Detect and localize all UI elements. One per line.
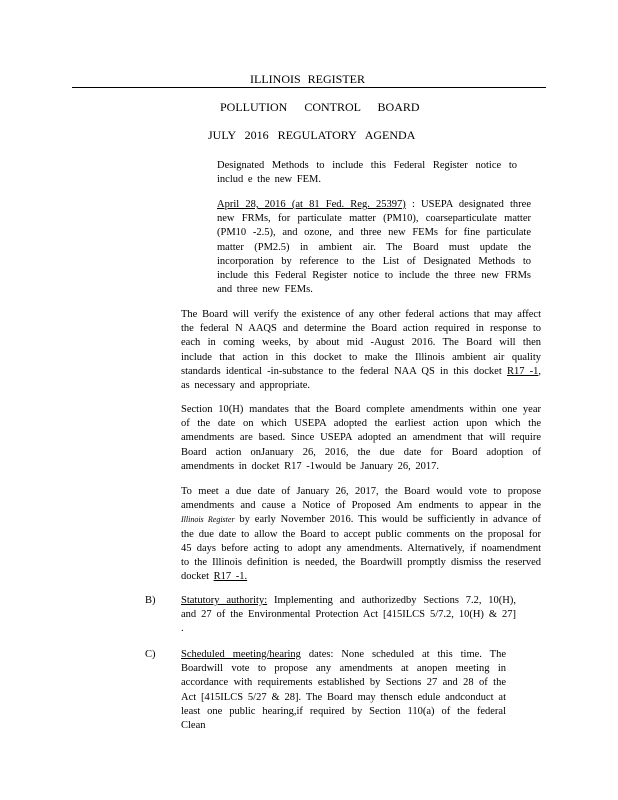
verify-tail: , as necessary and appropriate. bbox=[181, 365, 542, 392]
scheduled-hearing-heading: Scheduled meeting/hearing bbox=[181, 649, 301, 660]
statutory-authority-heading: Statutory authority: bbox=[181, 595, 268, 606]
statutory-authority-paragraph bbox=[181, 594, 516, 637]
due-date-text-b: by early November 2016. This would be sufficiently in advance of the due date to allow the Board to accept public comments on the proposal for 45 days before acting to adopt any amendments. Alternatively, if noamendment to the Illinois definition is needed, the Boardwill promptly dismiss the reserved docket bbox=[181, 514, 542, 583]
verify-federal-actions-paragraph bbox=[181, 308, 541, 393]
reserved-docket-reference: R17 -1. bbox=[213, 571, 248, 583]
verify-text: The Board will verify the existence of any other federal actions that may affect the federal N AAQS and determine the Board action required in response to each in coming weeks, by about mid -August 2016. The Board will then include that action in this docket to make the Illinois ambient air quality standards identical -in-substance to the federal NAA QS in this docket bbox=[181, 309, 541, 377]
scheduled-hearing-text: dates: None scheduled at this time. The Boardwill vote to propose any amendments at anopen meeting in accordance with requirements established by Sections 27 and 28 of the Act [415ILCS 5/27 & 28]. The Board may thensch edule andconduct at least one public hearing,if required by Section 110(a) of the federal Clean bbox=[181, 649, 506, 732]
due-date-paragraph bbox=[181, 485, 541, 584]
april-2016-text: : USEPA designated three new FRMs, for particulate matter (PM10), coarseparticulate matter (PM10 -2.5), and ozone, and three new FEMs for fine particulate matter (PM2.5) in ambient air. The Board must update the incorporation by reference to the List of Designated Methods to include this Federal Register notice to include the three new FRMs and three new FEMs. bbox=[217, 199, 531, 296]
docket-reference: R17 -1 bbox=[506, 365, 539, 377]
scheduled-hearing-paragraph bbox=[181, 648, 506, 733]
due-date-text-a: To meet a due date of January 26, 2017, the Board would vote to propose amendments and cause a Notice of Proposed Am endments to appear in the bbox=[181, 486, 541, 512]
agenda-title: JULY 2016 REGULATORY AGENDA bbox=[208, 128, 416, 142]
item-c-label: C) bbox=[145, 649, 156, 660]
april-2016-paragraph bbox=[217, 198, 531, 297]
statutory-authority-text: Implementing and authorizedby Sections 7.2, 10(H), and 27 of the Environmental Protection Act [415ILCS 5/7.2, 10(H) & 27] . bbox=[181, 595, 516, 635]
journal-title: ILLINOIS REGISTER bbox=[250, 72, 365, 86]
section-10h-paragraph bbox=[181, 403, 541, 474]
designated-methods-paragraph bbox=[217, 159, 517, 187]
item-b-label: B) bbox=[145, 595, 156, 606]
header-rule bbox=[72, 87, 546, 88]
fed-reg-citation: April 28, 2016 (at 81 Fed. Reg. 25397) bbox=[217, 199, 406, 210]
illinois-register-italic: Illinois Register bbox=[181, 515, 235, 525]
board-title: POLLUTION CONTROL BOARD bbox=[220, 100, 420, 114]
designated-methods-text: Designated Methods to include this Federal Register notice to includ e the new FEM. bbox=[217, 160, 517, 186]
section-10h-text: Section 10(H) mandates that the Board complete amendments within one year of the date on which USEPA adopted the earliest action upon which the amendments are based. Since USEPA adopted an amendment that will require Board action onJanuary 26, 2016, the due date for Board adoption of amendments in docket R17 -1would be January 26, 2017. bbox=[181, 404, 541, 472]
